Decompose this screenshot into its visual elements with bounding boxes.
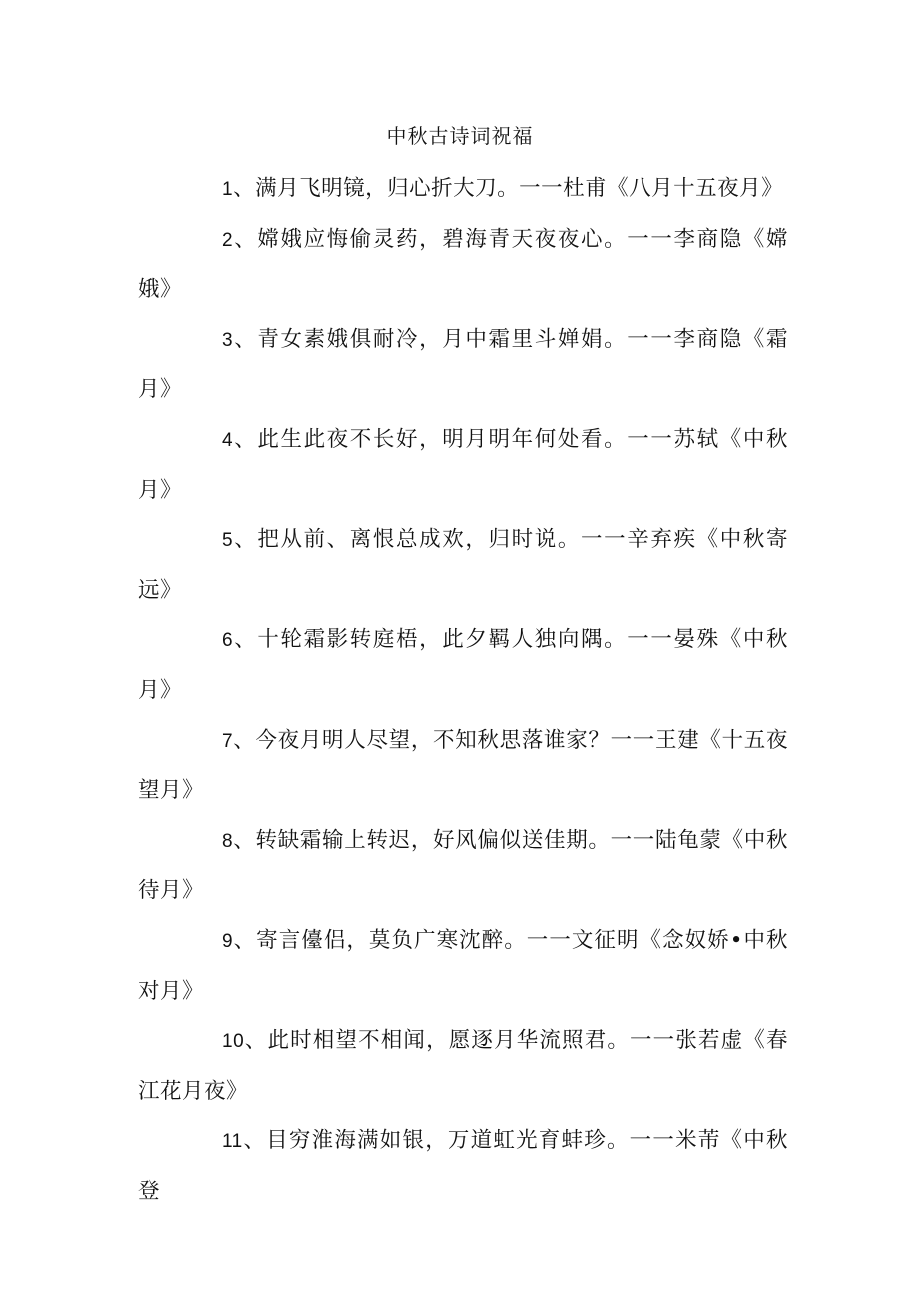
poem-entry-6 (138, 615, 788, 715)
entry-number: 4 (222, 429, 234, 451)
entry-number: 11 (222, 1131, 243, 1153)
poem-entry-10 (138, 1016, 788, 1116)
entry-text: 、此生此夜不长好，明月明年何处看。一一苏轼《中秋月》 (138, 426, 788, 503)
entry-text: 、目穷淮海满如银，万道虹光育蚌珍。一一米芾《中秋登 (138, 1128, 788, 1204)
entry-text: 、满月飞明镜，归心折大刀。一一杜甫《八月十五夜月》 (233, 176, 784, 201)
poem-entry-3 (138, 315, 788, 415)
entry-number: 7 (222, 730, 234, 752)
poem-entry-5 (138, 515, 788, 615)
entry-number: 8 (222, 830, 234, 852)
entry-text: 、十轮霜影转庭梧，此夕羁人独向隅。一一晏殊《中秋月》 (138, 627, 788, 703)
entry-number: 3 (222, 329, 234, 351)
poem-entry-1 (138, 164, 788, 215)
poem-entry-11 (138, 1116, 788, 1216)
entry-number: 2 (222, 229, 234, 251)
poem-entry-4 (138, 415, 788, 515)
poem-entry-7 (138, 716, 788, 816)
entry-text: 、今夜月明人尽望，不知秋思落谁家？一一王建《十五夜望月》 (138, 727, 788, 804)
entry-text: 、寄言儓侣，莫负广寒沈醉。一一文征明《念奴娇•中秋对月》 (138, 927, 788, 1004)
entry-text: 、嫦娥应悔偷灵药，碧海青天夜夜心。一一李商隐《嫦娥》 (138, 226, 788, 303)
entry-number: 1 (222, 179, 234, 200)
entry-number: 10 (222, 1031, 245, 1053)
page-title: 中秋古诗词祝福 (386, 124, 534, 148)
entry-text: 、此时相望不相闻，愿逐月华流照君。一一张若虚《春江花月夜》 (138, 1028, 788, 1104)
entry-number: 6 (222, 630, 234, 652)
poem-entry-8 (138, 816, 788, 916)
entry-number: 9 (222, 930, 234, 952)
entry-text: 、把从前、离恨总成欢，归时说。一一辛弃疾《中秋寄远》 (138, 527, 788, 603)
entry-number: 5 (222, 530, 234, 552)
poem-list (138, 164, 788, 1216)
poem-entry-9 (138, 916, 788, 1016)
entry-text: 、转缺霜输上转迟，好风偏似送佳期。一一陆龟蒙《中秋待月》 (138, 827, 788, 904)
entry-text: 、青女素娥俱耐冷，月中霜里斗婵娟。一一李商隐《霜月》 (138, 326, 788, 403)
poem-entry-2 (138, 215, 788, 315)
